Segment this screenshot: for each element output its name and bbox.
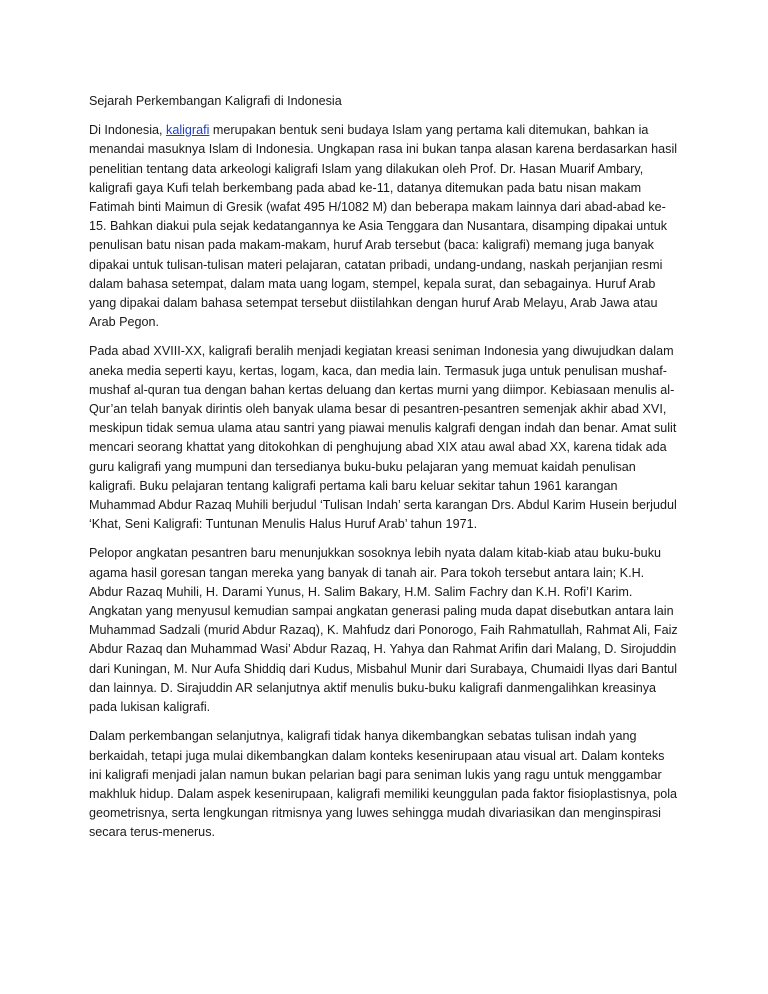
paragraph-2: Pada abad XVIII-XX, kaligrafi beralih menjadi kegiatan kreasi seniman Indonesia yang diwujudkan dalam aneka media seperti kayu, kertas, logam, kaca, dan media lain. Termasuk juga untuk penulisan mushaf-mushaf al-quran tua dengan bahan kertas deluang dan kertas murni yang diimpor. Kebiasaan menulis al-Qur’an telah banyak dirintis oleh banyak ulama besar di pesantren-pesantren semenjak akhir abad XVI, meskipun tidak semua ulama atau santri yang piawai menulis kalgrafi dengan indah dan benar. Amat sulit mencari seorang khattat yang ditokohkan di penghujung abad XIX atau awal abad XX, karena tidak ada guru kaligrafi yang mumpuni dan tersedianya buku-buku pelajaran yang memuat kaidah penulisan kaligrafi. Buku pelajaran tentang kaligrafi pertama kali baru keluar sekitar tahun 1961 karangan Muhammad Abdur Razaq Muhili berjudul ‘Tulisan Indah’ serta karangan Drs. Abdul Karim Husein berjudul ‘Khat, Seni Kaligrafi: Tuntunan Menulis Halus Huruf Arab’ tahun 1971. bbox=[89, 344, 677, 532]
document-body bbox=[89, 92, 679, 853]
paragraph-3: Pelopor angkatan pesantren baru menunjukkan sosoknya lebih nyata dalam kitab-kiab atau buku-buku agama hasil goresan tangan mereka yang banyak di tanah air. Para tokoh tersebut antara lain; K.H. Abdur Razaq Muhili, H. Darami Yunus, H. Salim Bakary, H.M. Salim Fachry dan K.H. Rofi’I Karim. Angkatan yang menyusul kemudian sampai angkatan generasi paling muda dapat disebutkan antara lain Muhammad Sadzali (murid Abdur Razaq), K. Mahfudz dari Ponorogo, Faih Rahmatullah, Rahmat Ali, Faiz Abdur Razaq dan Muhammad Wasi’ Abdur Razaq, H. Yahya dan Rahmat Arifin dari Malang, D. Sirojuddin dari Kuningan, M. Nur Aufa Shiddiq dari Kudus, Misbahul Munir dari Surabaya, Chumaidi Ilyas dari Bantul dan lainnya. D. Sirajuddin AR selanjutnya aktif menulis buku-buku kaligrafi danmengalihkan kreasinya pada lukisan kaligrafi. bbox=[89, 546, 678, 715]
kaligrafi-link[interactable]: kaligrafi bbox=[166, 123, 210, 138]
paragraph-4: Dalam perkembangan selanjutnya, kaligrafi tidak hanya dikembangkan sebatas tulisan indah yang berkaidah, tetapi juga mulai dikembangkan dalam konteks kesenirupaan atau visual art. Dalam konteks ini kaligrafi menjadi jalan namun bukan pelarian bagi para seniman lukis yang ragu untuk menggambar makhluk hidup. Dalam aspek kesenirupaan, kaligrafi memiliki keunggulan pada faktor fisioplastisnya, pola geometrisnya, serta lengkungan ritmisnya yang luwes sehingga mudah divariasikan dan menginspirasi secara terus-menerus. bbox=[89, 729, 678, 840]
paragraph-1-intro: Di Indonesia, bbox=[89, 123, 167, 138]
paragraph-1 bbox=[89, 121, 679, 332]
paragraph-1-text: merupakan bentuk seni budaya Islam yang pertama kali ditemukan, bahkan ia menandai masuknya Islam di Indonesia. Ungkapan rasa ini bukan tanpa alasan karena berdasarkan hasil penelitian tentang data arkeologi kaligrafi Islam yang dilakukan oleh Prof. Dr. Hasan Muarif Ambary, kaligrafi gaya Kufi telah berkembang pada abad ke-11, datanya ditemukan pada batu nisan makam Fatimah binti Maimun di Gresik (wafat 495 H/1082 M) dan beberapa makam lainnya dari abad-abad ke-15. Bahkan diakui pula sejak kedatangannya ke Asia Tenggara dan Nusantara, disamping dipakai untuk penulisan batu nisan pada makam-makam, huruf Arab tersebut (baca: kaligrafi) memang juga banyak dipakai untuk tulisan-tulisan materi pelajaran, catatan pribadi, undang-undang, naskah perjanjian resmi dalam bahasa setempat, dalam mata uang logam, stempel, kepala surat, dan sebagainya. Huruf Arab yang dipakai dalam bahasa setempat tersebut diistilahkan dengan huruf Arab Melayu, Arab Jawa atau Arab Pegon. bbox=[89, 123, 678, 330]
document-title: Sejarah Perkembangan Kaligrafi di Indonesia bbox=[89, 94, 342, 108]
